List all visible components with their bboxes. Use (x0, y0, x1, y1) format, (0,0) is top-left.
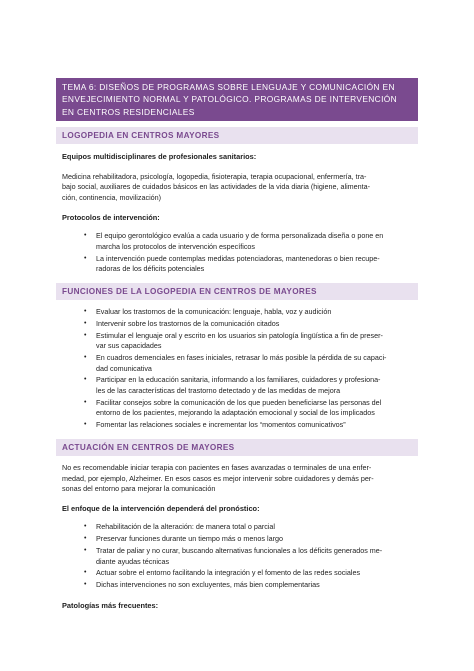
bullet-icon: • (84, 308, 87, 316)
list-item: • Actuar sobre el entorno facilitando la integración y el fomento de las redes sociales (84, 568, 361, 578)
bullet-icon: • (84, 421, 87, 429)
bullet-list-funciones (56, 307, 418, 431)
section-heading-funciones: FUNCIONES DE LA LOGOPEDIA EN CENTROS DE MAYORES (56, 283, 418, 300)
bullet-icon: • (84, 523, 87, 531)
list-item: • Fomentar las relaciones sociales e incrementar los “momentos comunicativos” (84, 420, 346, 430)
bullet-icon: • (84, 546, 87, 554)
list-item: • Estimular el lenguaje oral y escrito en los usuarios sin patología lingüística a fin de preser- var sus capacidades (84, 330, 383, 351)
bullet-list-protocolos (56, 231, 418, 275)
list-item: • Tratar de paliar y no curar, buscando alternativas funcionales a los déficits generados me- diante ayudas técnicas (84, 545, 383, 566)
list-item: • El equipo gerontológico evalúa a cada usuario y de forma personalizada diseña o pone en marcha los protocolos de intervención específicos (84, 231, 384, 252)
list-item: • La intervención puede contemplas medidas potenciadoras, mantenedoras o bien recupe- radoras de los déficits potenciales (84, 253, 380, 274)
list-item: • Dichas intervenciones no son excluyentes, más bien complementarias (84, 580, 320, 589)
bullet-icon: • (84, 398, 87, 406)
title-line: TEMA 6: DISEÑOS DE PROGRAMAS SOBRE LENGUAJE Y COMUNICACIÓN EN (62, 82, 395, 92)
list-item: • En cuadros demenciales en fases iniciales, retrasar lo más posible la pérdida de su capaci- dad comunicativa (84, 352, 387, 373)
bullet-icon: • (84, 535, 87, 543)
subheading-enfoque: El enfoque de la intervención dependerá del pronóstico: (62, 503, 260, 513)
bullet-icon: • (84, 569, 87, 577)
bullet-icon: • (84, 232, 87, 240)
bullet-icon: • (84, 353, 87, 361)
subheading-equipos: Equipos multidisciplinares de profesionales sanitarios: (62, 152, 257, 162)
section-heading-actuacion: ACTUACIÓN EN CENTROS DE MAYORES (56, 439, 418, 456)
subheading-protocolos: Protocolos de intervención: (62, 212, 160, 222)
bullet-icon: • (84, 376, 87, 384)
list-item: • Evaluar los trastornos de la comunicación: lenguaje, habla, voz y audición (84, 307, 332, 317)
paragraph-recomendacion: No es recomendable iniciar terapia con pacientes en fases avanzadas o terminales de una enfer- medad, por ejemplo, Alzheimer. En esos casos es mejor intervenir sobre cuidadores y demás per- sonas del entorno para mejorar la comunicación (62, 462, 374, 494)
bullet-icon: • (84, 581, 87, 588)
bullet-list-enfoque (56, 522, 418, 590)
list-item: • Participar en la educación sanitaria, informando a los familiares, cuidadores y profesiona- les de las características del trastorno detectado y de las medidas de mejora (84, 375, 381, 396)
section-heading-logopedia: LOGOPEDIA EN CENTROS MAYORES (56, 127, 418, 144)
bullet-icon: • (84, 319, 87, 327)
list-item: • Intervenir sobre los trastornos de la comunicación citados (84, 318, 280, 328)
subheading-patologias: Patologías más frecuentes: (62, 600, 159, 610)
paragraph-professionals: Medicina rehabilitadora, psicología, logopedia, fisioterapia, terapia ocupacional, enfermería, tra- bajo social, auxiliares de cuidados básicos en las actividades de la vida diaria (higiene, alimenta- ción, continencia, movilización) (62, 171, 371, 203)
list-item: • Rehabilitación de la alteración: de manera total o parcial (84, 522, 275, 532)
list-item: • Facilitar consejos sobre la comunicación de los que pueden beneficiarse las personas del entorno de los pacientes, mejorando la adaptación emocional y social de los implicados (84, 397, 382, 418)
bullet-icon: • (84, 331, 87, 339)
title-line: ENVEJECIMIENTO NORMAL Y PATOLÓGICO. PROGRAMAS DE INTERVENCIÓN (62, 94, 398, 105)
list-item: • Preservar funciones durante un tiempo más o menos largo (84, 534, 283, 544)
title-line: EN CENTROS RESIDENCIALES (62, 106, 195, 117)
bullet-icon: • (84, 254, 87, 262)
document-content (56, 78, 418, 611)
topic-title-banner (56, 78, 418, 121)
